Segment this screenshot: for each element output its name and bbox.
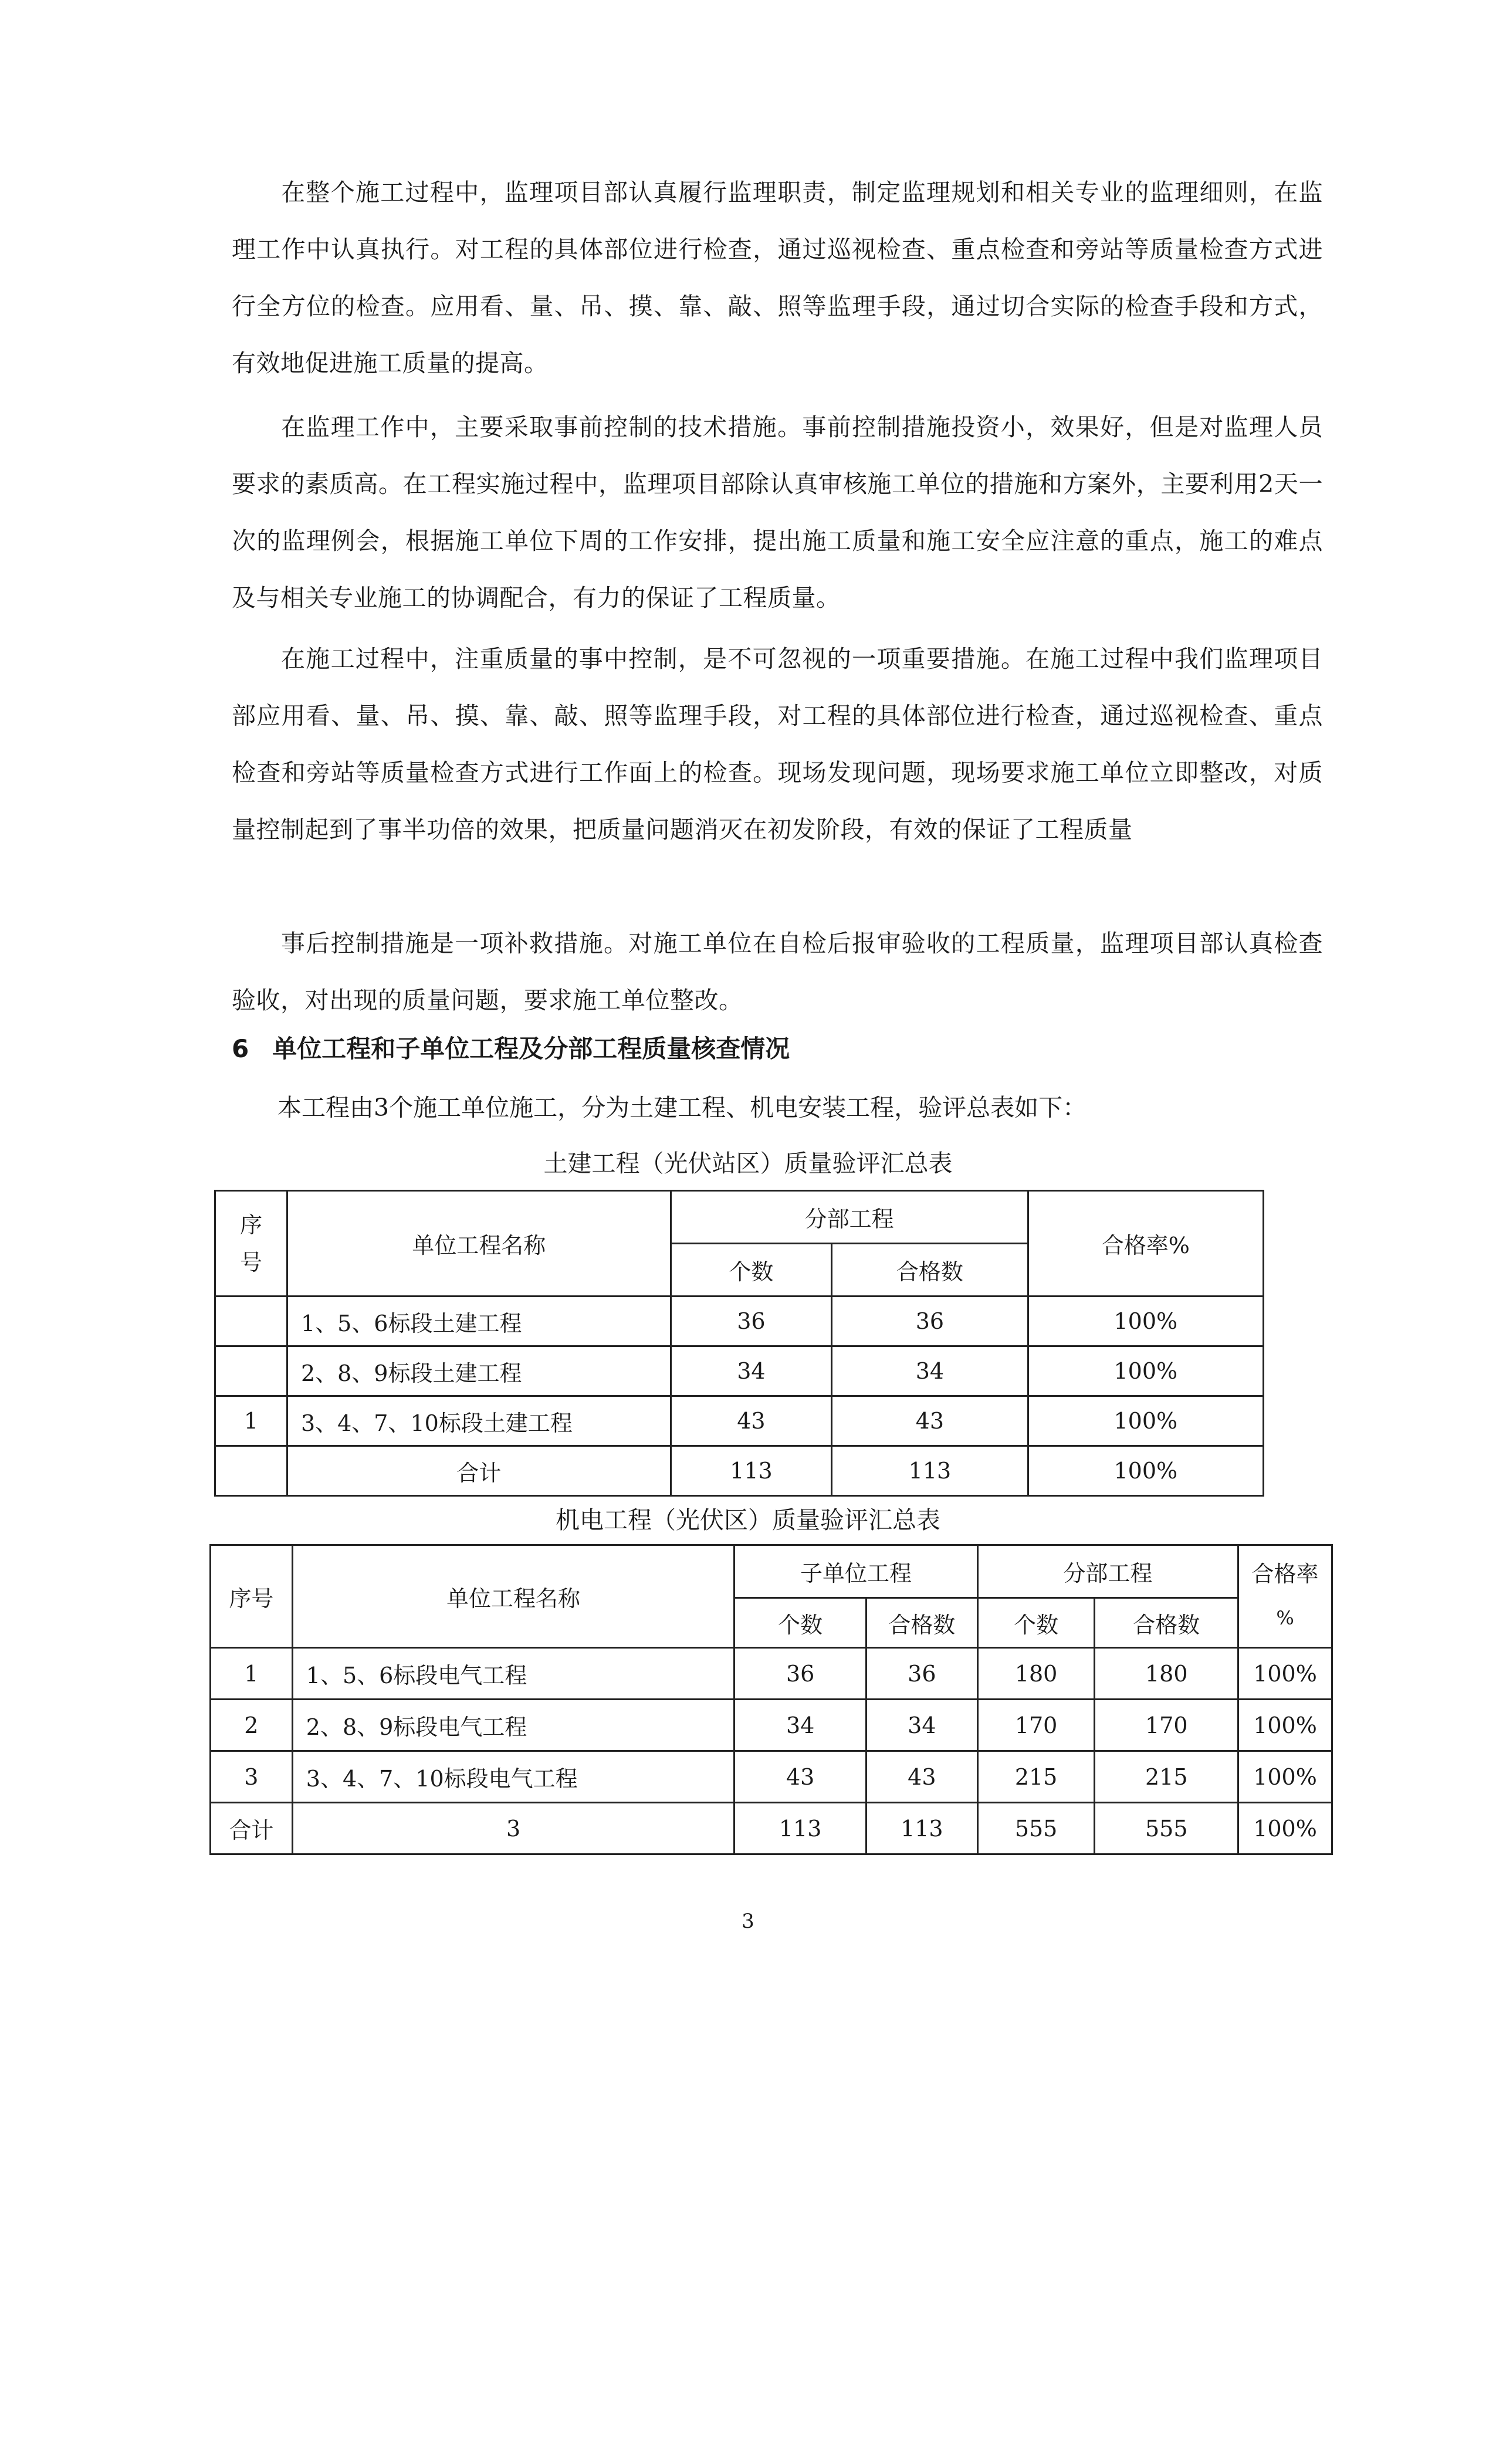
row-seq: [215, 1297, 287, 1346]
row-rate: 100%: [1238, 1648, 1332, 1700]
table1-header-qualified: 合格数: [832, 1244, 1028, 1297]
table1-header-division: 分部工程: [671, 1191, 1028, 1244]
row-div-qualified: 215: [1095, 1751, 1238, 1803]
row-name: 合计: [287, 1446, 671, 1496]
row-seq: 2: [211, 1700, 293, 1751]
row-sub-count: 36: [735, 1648, 867, 1700]
table-row: [215, 1346, 1264, 1396]
table2-header-sub-count: 个数: [735, 1598, 867, 1648]
row-rate: 100%: [1238, 1700, 1332, 1751]
table2-header-div-qualified: 合格数: [1095, 1598, 1238, 1648]
row-qualified: 34: [832, 1346, 1028, 1396]
row-name: 2、8、9标段电气工程: [292, 1700, 735, 1751]
row-name: 3、4、7、10标段土建工程: [287, 1396, 671, 1446]
section-title: 单位工程和子单位工程及分部工程质量核查情况: [272, 1034, 790, 1063]
row-div-qualified: 180: [1095, 1648, 1238, 1700]
table2-header-div-count: 个数: [977, 1598, 1095, 1648]
row-rate: 100%: [1028, 1297, 1263, 1346]
row-seq: [215, 1446, 287, 1496]
table-row-total: [215, 1446, 1264, 1496]
table1-header-rate: 合格率%: [1028, 1191, 1263, 1297]
row-name: 2、8、9标段土建工程: [287, 1346, 671, 1396]
table1-header-count: 个数: [671, 1244, 832, 1297]
table1-header-name: 单位工程名称: [287, 1191, 671, 1297]
row-qualified: 113: [832, 1446, 1028, 1496]
civil-quality-table: [214, 1190, 1264, 1497]
row-rate: 100%: [1028, 1346, 1263, 1396]
row-seq: [215, 1346, 287, 1396]
paragraph-post-control: 事后控制措施是一项补救措施。对施工单位在自检后报审验收的工程质量，监理项目部认真检查验收，对出现的质量问题，要求施工单位整改。: [232, 929, 1323, 1014]
table-row: [211, 1751, 1332, 1803]
row-name: 1、5、6标段土建工程: [287, 1297, 671, 1346]
row-count: 36: [671, 1297, 832, 1346]
row-qualified: 43: [832, 1396, 1028, 1446]
table2-header-seq: 序号: [211, 1545, 293, 1648]
row-div-count: 170: [977, 1700, 1095, 1751]
row-count: 34: [671, 1346, 832, 1396]
section-number: 6: [232, 1034, 249, 1063]
table-row: [211, 1648, 1332, 1700]
table-row: [211, 1700, 1332, 1751]
row-div-count: 180: [977, 1648, 1095, 1700]
row-rate: 100%: [1028, 1446, 1263, 1496]
table-row: [215, 1396, 1264, 1446]
row-qualified: 36: [832, 1297, 1028, 1346]
paragraph-in-process-control: 在施工过程中，注重质量的事中控制，是不可忽视的一项重要措施。在施工过程中我们监理项目部应用看、量、吊、摸、靠、敲、照等监理手段，对工程的具体部位进行检查，通过巡视检查、重点检查和旁站等质量检查方式进行工作面上的检查。现场发现问题，现场要求施工单位立即整改，对质量控制起到了事半功倍的效果，把质量问题消灭在初发阶段，有效的保证了工程质量: [232, 645, 1323, 844]
table2-caption: 机电工程（光伏区）质量验评汇总表: [556, 1506, 940, 1534]
row-sub-count: 43: [735, 1751, 867, 1803]
row-rate: 100%: [1028, 1396, 1263, 1446]
table2-header-rate-top: 合格率: [1251, 1561, 1319, 1587]
table2-header-rate-bottom: %: [1276, 1607, 1294, 1629]
row-rate: 100%: [1238, 1803, 1332, 1854]
paragraph-supervision-duties: 在整个施工过程中，监理项目部认真履行监理职责，制定监理规划和相关专业的监理细则，在监理工作中认真执行。对工程的具体部位进行检查，通过巡视检查、重点检查和旁站等质量检查方式进行全方位的检查。应用看、量、吊、摸、靠、敲、照等监理手段，通过切合实际的检查手段和方式，有效地促进施工质量的提高。: [232, 178, 1323, 377]
table2-header-sub-qualified: 合格数: [866, 1598, 977, 1648]
row-seq: 3: [211, 1751, 293, 1803]
row-name: 3: [292, 1803, 735, 1854]
table2-header-division: 分部工程: [977, 1545, 1238, 1598]
row-sub-qualified: 43: [866, 1751, 977, 1803]
row-div-qualified: 170: [1095, 1700, 1238, 1751]
row-sub-count: 113: [735, 1803, 867, 1854]
table1-caption: 土建工程（光伏站区）质量验评汇总表: [543, 1149, 953, 1177]
row-seq: 合计: [211, 1803, 293, 1854]
row-seq: 1: [211, 1648, 293, 1700]
table-row-total: [211, 1803, 1332, 1854]
electromechanical-quality-table: [209, 1544, 1333, 1855]
table2-header-rate: [1238, 1545, 1332, 1648]
intro-text: 本工程由3个施工单位施工，分为土建工程、机电安装工程，验评总表如下：: [277, 1094, 1087, 1122]
page-number: 3: [742, 1910, 754, 1933]
row-div-qualified: 555: [1095, 1803, 1238, 1854]
row-name: 1、5、6标段电气工程: [292, 1648, 735, 1700]
row-sub-qualified: 113: [866, 1803, 977, 1854]
row-div-count: 555: [977, 1803, 1095, 1854]
row-count: 43: [671, 1396, 832, 1446]
row-sub-qualified: 36: [866, 1648, 977, 1700]
row-count: 113: [671, 1446, 832, 1496]
table2-header-sub-unit: 子单位工程: [735, 1545, 977, 1598]
section-heading: [232, 1030, 790, 1065]
row-name: 3、4、7、10标段电气工程: [292, 1751, 735, 1803]
row-rate: 100%: [1238, 1751, 1332, 1803]
table-row: [215, 1297, 1264, 1346]
row-sub-qualified: 34: [866, 1700, 977, 1751]
table1-header-seq: 序号: [215, 1191, 287, 1297]
paragraph-prior-control: 在监理工作中，主要采取事前控制的技术措施。事前控制措施投资小，效果好，但是对监理人员要求的素质高。在工程实施过程中，监理项目部除认真审核施工单位的措施和方案外，主要利用2天一次的监理例会，根据施工单位下周的工作安排，提出施工质量和施工安全应注意的重点，施工的难点及与相关专业施工的协调配合，有力的保证了工程质量。: [232, 413, 1323, 612]
row-seq: 1: [215, 1396, 287, 1446]
table2-header-name: 单位工程名称: [292, 1545, 735, 1648]
row-sub-count: 34: [735, 1700, 867, 1751]
row-div-count: 215: [977, 1751, 1095, 1803]
